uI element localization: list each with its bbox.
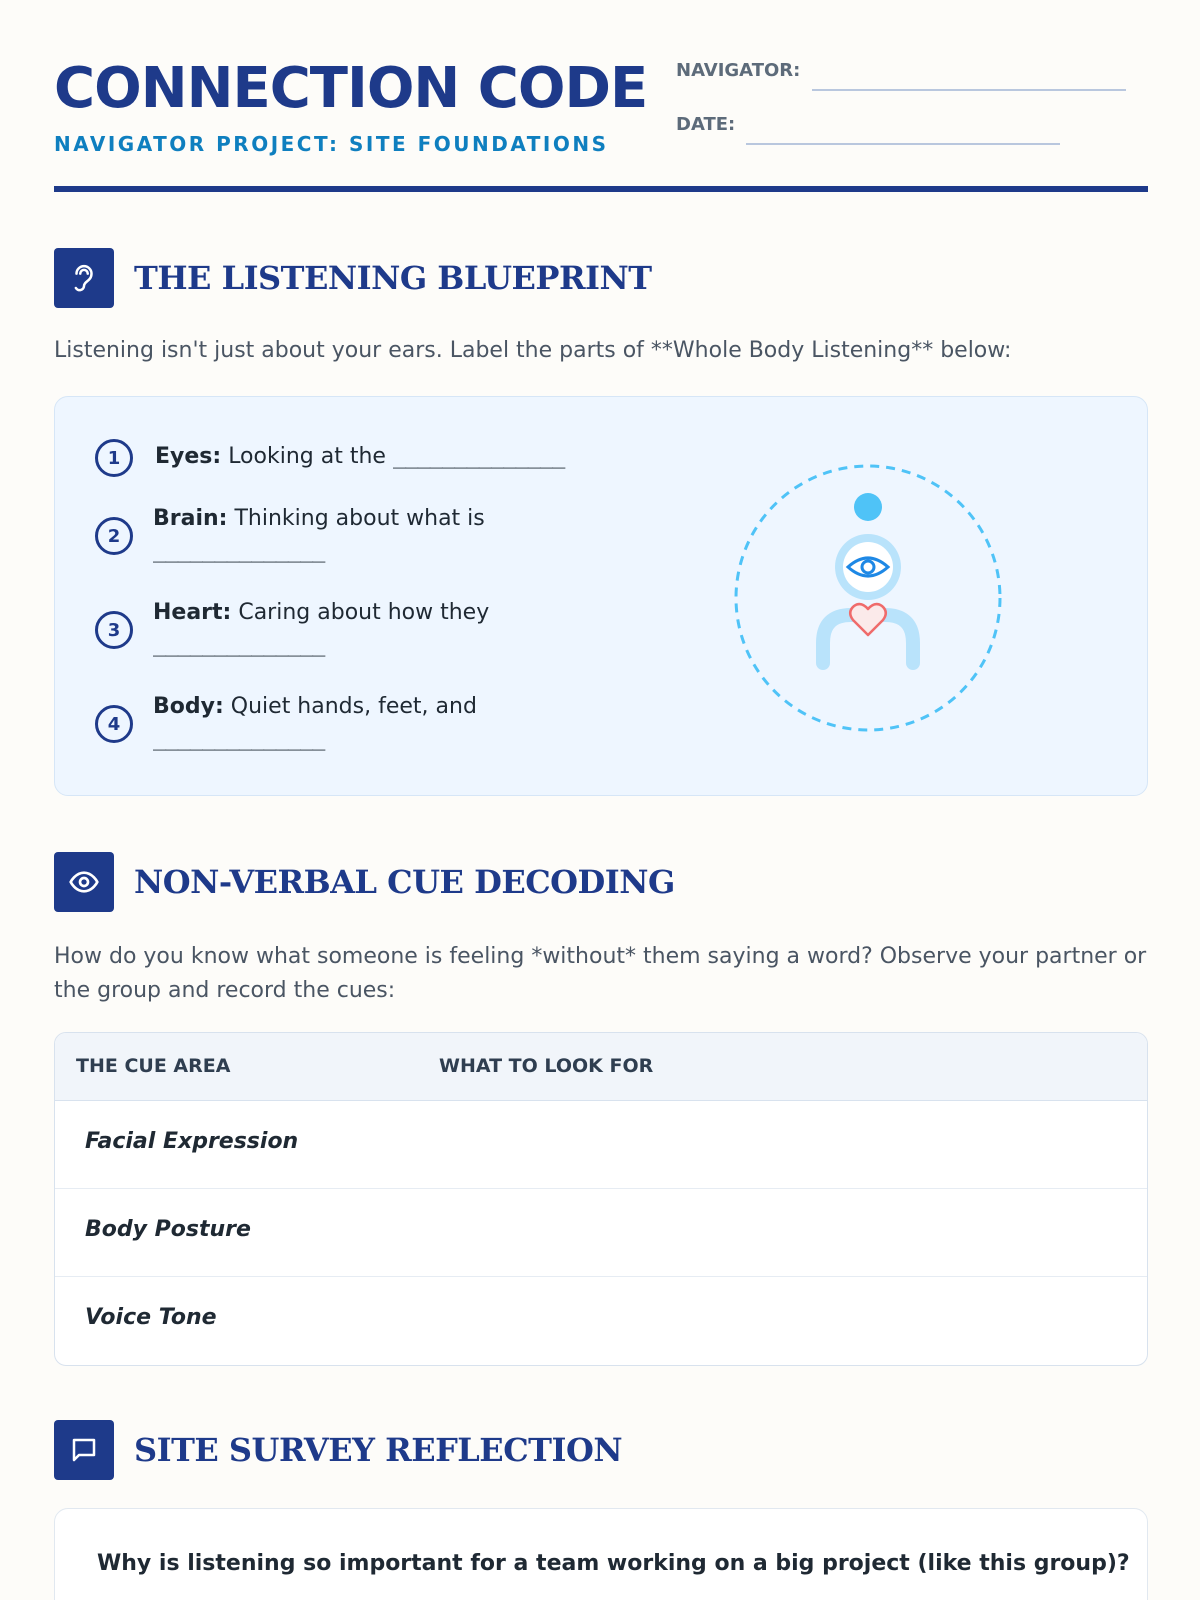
listening-section-header: [54, 248, 652, 308]
column-header-what-to-look-for: WHAT TO LOOK FOR: [439, 1055, 654, 1077]
table-header: [55, 1033, 1147, 1101]
item-number-3: 3: [95, 611, 133, 649]
listening-section-title: THE LISTENING BLUEPRINT: [134, 259, 652, 297]
fill-in-blank[interactable]: ______________: [153, 632, 325, 657]
item-term: Eyes:: [155, 444, 222, 469]
item-text: Thinking about what is: [234, 506, 485, 531]
heart-icon: [850, 604, 886, 635]
fill-in-blank[interactable]: ______________: [392, 444, 565, 469]
item-text: Caring about how they: [238, 600, 490, 625]
column-header-cue-area: THE CUE AREA: [76, 1055, 231, 1077]
reflection-section-title: SITE SURVEY REFLECTION: [134, 1431, 623, 1469]
cue-area-cell: Voice Tone: [85, 1305, 217, 1330]
item-text: Looking at the: [228, 444, 386, 469]
listening-item-eyes: [155, 441, 564, 473]
fill-in-blank[interactable]: ______________: [153, 726, 325, 751]
listening-item-body: [153, 691, 477, 755]
nonverbal-intro: How do you know what someone is feeling *without* them saying a word? Observe your partner or the group and record the cues:: [54, 944, 1147, 1003]
listening-item-brain: [153, 503, 485, 567]
ear-icon: [54, 248, 114, 308]
date-field[interactable]: [746, 143, 1060, 145]
reflection-question: Why is listening so important for a team working on a big project (like this group)?: [97, 1551, 1130, 1576]
reflection-card[interactable]: [54, 1508, 1148, 1600]
item-term: Heart:: [153, 600, 232, 625]
cue-area-cell: Facial Expression: [85, 1129, 299, 1154]
worksheet-page: [54, 0, 1148, 1576]
nonverbal-section-header: [54, 852, 675, 912]
header-divider: [54, 186, 1148, 192]
eye-icon: [54, 852, 114, 912]
chat-bubble-icon: [54, 1420, 114, 1480]
cue-area-cell: Body Posture: [85, 1217, 251, 1242]
fill-in-blank[interactable]: ______________: [153, 538, 325, 563]
head-dot-icon: [854, 493, 882, 521]
item-text: Quiet hands, feet, and: [230, 694, 477, 719]
listening-intro: Listening isn't just about your ears. Label the parts of **Whole Body Listening** below:: [54, 338, 1012, 363]
date-label: DATE:: [676, 114, 736, 135]
page-title: CONNECTION CODE: [54, 56, 648, 121]
page-subtitle: NAVIGATOR PROJECT: SITE FOUNDATIONS: [54, 132, 609, 156]
navigator-label: NAVIGATOR:: [676, 60, 801, 81]
worksheet-header: [54, 0, 1148, 196]
table-row[interactable]: [55, 1277, 1147, 1365]
item-term: Body:: [153, 694, 224, 719]
whole-body-listening-icon: [733, 463, 1003, 733]
cue-table: [54, 1032, 1148, 1366]
item-term: Brain:: [153, 506, 228, 531]
table-row[interactable]: [55, 1101, 1147, 1189]
item-number-2: 2: [95, 517, 133, 555]
listening-card: [54, 396, 1148, 796]
item-number-4: 4: [95, 705, 133, 743]
table-row[interactable]: [55, 1189, 1147, 1277]
reflection-section-header: [54, 1420, 622, 1480]
item-number-1: 1: [95, 439, 133, 477]
navigator-field[interactable]: [812, 89, 1126, 91]
nonverbal-section-title: NON-VERBAL CUE DECODING: [134, 863, 675, 901]
listening-item-heart: [153, 597, 489, 661]
